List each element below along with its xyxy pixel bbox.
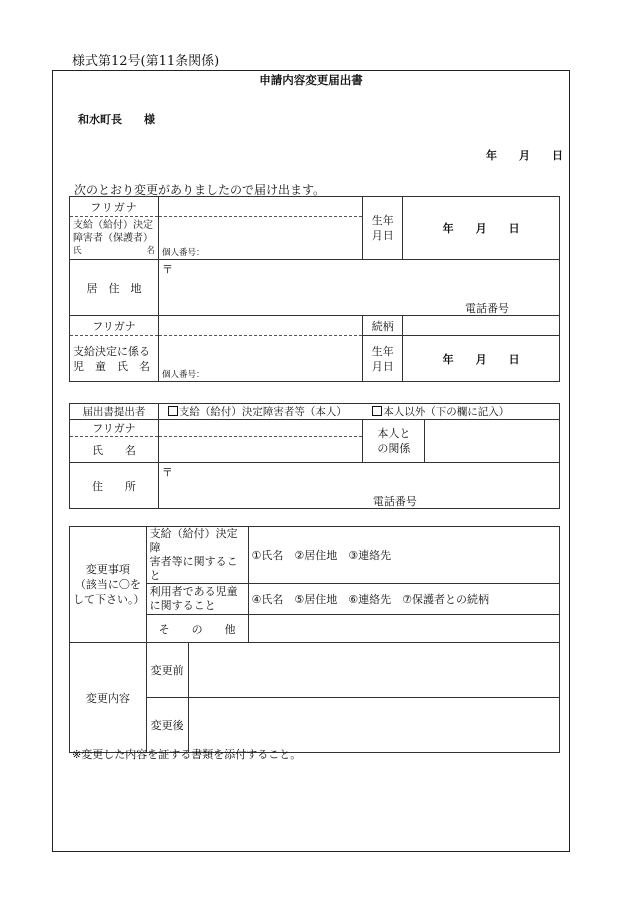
row1-label: 支給（給付）決定障 害者等に関するこ と <box>146 527 248 584</box>
submitter-name-input[interactable] <box>158 437 363 463</box>
change-items-label: 変更事項 （該当に〇を して下さい。） <box>70 527 147 643</box>
change-table <box>69 526 560 753</box>
submitter-label: 届出書提出者 <box>70 404 159 420</box>
name-right-char: 名 <box>146 246 155 256</box>
submitter-name-label: 氏 名 <box>70 437 159 463</box>
footnote: ※変更した内容を証する書類を添付すること。 <box>72 748 302 761</box>
change-content-label: 変更内容 <box>70 643 147 753</box>
after-label: 変更後 <box>146 698 188 753</box>
relation-to-person-label: 本人と の関係 <box>363 420 425 463</box>
checkbox-other[interactable] <box>372 406 382 416</box>
option-other[interactable] <box>372 406 509 418</box>
row1-options[interactable]: ①氏名 ②居住地 ③連絡先 <box>248 527 560 584</box>
option-self-label: 支給（給付）決定障害者等（本人） <box>178 406 347 418</box>
before-label: 変更前 <box>146 643 188 698</box>
checkbox-self[interactable] <box>168 406 178 416</box>
phone-label: 電話番号 <box>464 302 509 315</box>
option-other-label: 本人以外（下の欄に記入） <box>383 406 510 418</box>
intro-text: 次のとおり変更がありましたので届け出ます。 <box>74 183 326 197</box>
address-label: 居 住 地 <box>70 260 159 316</box>
submitter-furigana-input[interactable] <box>158 420 363 437</box>
before-input[interactable] <box>188 643 559 698</box>
individual-number-label: 個人番号： <box>161 248 205 258</box>
child-label-line1: 支給決定に係る <box>73 344 150 358</box>
option-self[interactable] <box>168 406 347 418</box>
row3-input[interactable] <box>248 615 560 643</box>
submitter-table <box>69 403 560 509</box>
child-birth-value[interactable]: 年 月 日 <box>403 336 560 382</box>
row2-label: 利用者である児童 に関すること <box>146 584 248 615</box>
applicant-label-line2: 障害者（保護者） <box>73 233 153 244</box>
form-number: 様式第12号(第11条関係) <box>72 54 220 69</box>
submitter-options <box>158 404 559 420</box>
submitter-address-label: 住 所 <box>70 463 159 509</box>
relation-label: 続柄 <box>363 316 403 336</box>
relation-to-person-input[interactable] <box>425 420 560 463</box>
relation-input[interactable] <box>403 316 560 336</box>
child-name-label <box>70 336 159 382</box>
applicant-table <box>69 196 560 382</box>
address-input[interactable] <box>158 260 559 316</box>
row3-label: そ の 他 <box>146 615 248 643</box>
submission-date: 年 月 日 <box>486 149 563 162</box>
furigana-label: フリガナ <box>70 197 159 217</box>
postal-mark: 〒 <box>161 263 173 276</box>
child-name-input[interactable] <box>158 336 362 382</box>
birth-label: 生年 月日 <box>363 197 403 260</box>
furigana-input[interactable] <box>158 197 362 217</box>
submitter-address-input[interactable] <box>158 463 559 509</box>
child-furigana-input[interactable] <box>158 316 362 336</box>
row2-options[interactable]: ④氏名 ⑤居住地 ⑥連絡先 ⑦保護者との続柄 <box>248 584 560 615</box>
birth-value[interactable]: 年 月 日 <box>403 197 560 260</box>
form-title: 申請内容変更届出書 <box>259 73 363 87</box>
submitter-furigana-label: フリガナ <box>70 420 159 437</box>
child-birth-label: 生年 月日 <box>363 336 403 382</box>
child-label-line2: 児 童 氏 名 <box>73 359 150 373</box>
submitter-phone-label: 電話番号 <box>372 495 417 508</box>
addressee: 和水町長 様 <box>78 113 155 126</box>
child-individual-number-label: 個人番号： <box>161 370 205 380</box>
applicant-label-line1: 支給（給付）決定 <box>73 220 153 231</box>
after-input[interactable] <box>188 698 559 753</box>
name-left-char: 氏 <box>73 246 82 256</box>
applicant-name-label <box>70 217 159 260</box>
child-furigana-label: フリガナ <box>70 316 159 336</box>
submitter-postal-mark: 〒 <box>161 466 173 479</box>
applicant-name-input[interactable] <box>158 217 362 260</box>
